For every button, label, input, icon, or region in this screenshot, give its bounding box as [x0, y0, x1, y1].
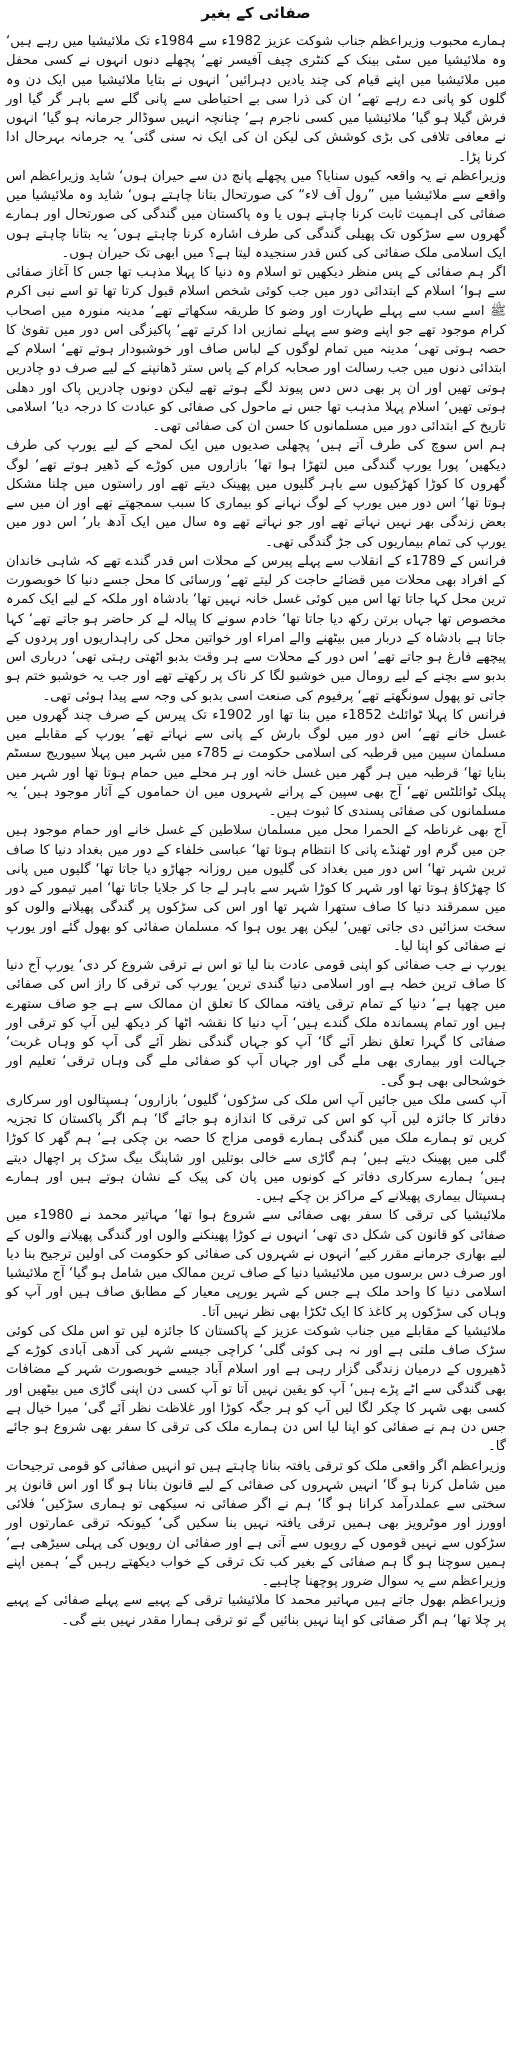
- article-paragraph: ملائیشیا کی ترقی کا سفر بھی صفائی سے شروع ہوا تھا‘ مہاتیر محمد نے 1980ء میں صفائی کو قانون کی شکل دی تھی‘ انہوں نے کوڑا پھینکنے والوں اور گندگی پھیلانے والوں کے لیے بھاری جرمانے مقرر کیے‘ انہوں نے شہروں کی صفائی کو حکومت کی اولین ترجیح بنا دیا اور صرف دس برسوں میں ملائیشیا دنیا کے صاف ترین ممالک میں شامل ہو گیا‘ آج ملائیشیا اسلامی دنیا کا واحد ملک ہے جس کے شہر یورپی معیار کے مطابق صاف ہیں اور آپ کو وہاں کی سڑکوں پر کاغذ کا ایک ٹکڑا بھی نظر نہیں آتا۔: [6, 1208, 506, 1320]
- article-paragraph: ملائیشیا کے مقابلے میں جناب شوکت عزیز کے پاکستان کا جائزہ لیں تو اس ملک کی کوئی سڑک صاف ملتی ہے اور نہ ہی کوئی گلی‘ کراچی جیسے شہر کی آدھی آبادی کوڑے کے ڈھیروں کے درمیان زندگی گزار رہی ہے اور اسلام آباد جیسے خوبصورت شہر کے مضافات بھی گندگی سے اٹے پڑے ہیں‘ آپ کو یقین نہیں آتا تو آپ کسی دن اپنی گاڑی میں بیٹھیں اور کسی بھی شہر کا چکر لگا لیں آپ کو ہر جگہ کوڑا اور غلاظت نظر آئے گی‘ میرا خیال ہے جس دن ہم نے صفائی کو اپنا لیا اس دن ہمارے ملک کی ترقی کا سفر بھی شروع ہو جائے گا۔: [6, 1323, 506, 1455]
- article-headline: صفائی کے بغیر: [201, 4, 311, 22]
- article-paragraph: وزیراعظم نے یہ واقعہ کیوں سنایا؟ میں پچھلے پانچ دن سے حیران ہوں‘ شاید وزیراعظم اس واقعے سے ملائیشیا میں ”رول آف لاء“ کی صورتحال بتانا چاہتے ہوں‘ شاید وہ ملائیشیا میں صفائی کی اہمیت ثابت کرنا چاہتے ہوں یا وہ پاکستان میں گندگی کی صورتحال اور ہمارے گھروں سے سڑکوں تک پھیلی گندگی کی طرف اشارہ کرنا چاہتے ہوں‘ یہ بتانا چاہتے ہوں ایک اسلامی ملک صفائی کی کس قدر سنجیدہ لیتا ہے؟ میں ابھی تک حیران ہوں۔: [6, 168, 506, 261]
- article-paragraph: فرانس کے 1789ء کے انقلاب سے پہلے پیرس کے محلات اس قدر گندے تھے کہ شاہی خاندان کے افراد بھی محلات میں قضائے حاجت کر لیتے تھے‘ ورسائی کا محل جسے دنیا کا خوبصورت ترین محل کہا جاتا تھا اس میں کوئی غسل خانہ نہیں تھا‘ بادشاہ اور ملکہ کے لیے ایک کمرہ مخصوص تھا جہاں برتن رکھ دیا جاتا تھا‘ خادم سونے کا پیالہ لے کر حاضر ہو جاتے تھے‘ کہا جاتا ہے بادشاہ کے دربار میں بیٹھنے والے امراء اور خواتین محل کی راہداریوں اور پردوں کے پیچھے فارغ ہو جاتے تھے‘ اس دور کے محلات سے ہر وقت بدبو اٹھتی رہتی تھی‘ درباری اس بدبو سے بچنے کے لیے رومال میں خوشبو لگا کر ناک پر رکھتے تھے اور جب یہ خوشبو ختم ہو جاتی تو پھول سونگھتے تھے‘ پرفیوم کی صنعت اسی بدبو کی وجہ سے پیدا ہوئی تھی۔: [6, 553, 507, 704]
- article-body: [6, 32, 506, 1630]
- article-paragraph: وزیراعظم اگر واقعی ملک کو ترقی یافتہ بنانا چاہتے ہیں تو انہیں صفائی کو قومی ترجیحات میں شامل کرنا ہو گا‘ انہیں شہروں کی صفائی کے لیے قانون بنانا ہو گا اور اس قانون پر سختی سے عملدرآمد کرانا ہو گا‘ ہم نے اگر صفائی نہ سیکھی تو ہماری سڑکیں‘ فلائی اوورز اور موٹرویز بھی ہمیں ترقی یافتہ نہیں بنا سکیں گی‘ کیونکہ ترقی عمارتوں اور سڑکوں سے نہیں قوموں کے رویوں سے آتی ہے اور صفائی ان رویوں کی پہلی سیڑھی ہے‘ ہمیں سوچنا ہو گا ہم صفائی کے بغیر کب تک ترقی کے خواب دیکھتے رہیں گے‘ ہمیں اپنے وزیراعظم سے یہ سوال ضرور پوچھنا چاہیے۔: [6, 1458, 506, 1589]
- article-paragraph: وزیراعظم بھول جاتے ہیں مہاتیر محمد کا ملائیشیا ترقی کے پہیے سے پہلے صفائی کے پہیے پر چلا تھا‘ ہم اگر صفائی کو اپنا نہیں بنائیں گے تو ترقی ہمارا مقدر نہیں بنے گی۔: [6, 1593, 506, 1628]
- article-paragraph: فرانس کا پہلا ٹوائلٹ 1852ء میں بنا تھا اور 1902ء تک پیرس کے صرف چند گھروں میں غسل خانے تھے‘ اس دور میں لوگ بارش کے پانی سے نہاتے تھے‘ یورپ کے مقابلے میں مسلمان سپین میں قرطبہ کی اسلامی حکومت نے 785ء میں شہر میں پہلا سیوریج سسٹم بنایا تھا‘ قرطبہ میں ہر گھر میں غسل خانہ اور ہر محلے میں حمام ہوتا تھا اور شہر میں پبلک ٹوائلٹس تھے‘ آج بھی سپین کے پرانے شہروں میں ان حماموں کے آثار موجود ہیں‘ یہ مسلمانوں کی صفائی پسندی کا ثبوت ہیں۔: [6, 707, 507, 819]
- article-paragraph: ہم اس سوچ کی طرف آتے ہیں‘ پچھلی صدیوں میں ایک لمحے کے لیے یورپ کی طرف دیکھیں‘ پورا یورپ گندگی میں لتھڑا ہوا تھا‘ بازاروں میں کوڑے کے ڈھیر ہوتے تھے‘ لوگ گھروں کا کوڑا کھڑکیوں سے باہر گلیوں میں پھینک دیتے تھے اور راستوں میں چلنا مشکل ہوتا تھا‘ اس دور میں یورپ کے لوگ نہانے کو بیماری کا سبب سمجھتے تھے اور ان میں سے بعض زندگی بھر نہیں نہاتے تھے اور جو نہاتے تھے وہ سال میں ایک آدھ بار‘ اس دور میں یورپ کی تمام بیماریوں کی جڑ گندگی تھی۔: [6, 438, 506, 550]
- article-paragraph: آپ کسی ملک میں جائیں آپ اس ملک کی سڑکوں‘ گلیوں‘ بازاروں‘ ہسپتالوں اور سرکاری دفاتر کا جائزہ لیں آپ کو اس کی ترقی کا اندازہ ہو جائے گا‘ ہم اگر پاکستان کا تجزیہ کریں تو ہمارے ملک میں گندگی ہمارے قومی مزاج کا حصہ بن چکی ہے‘ ہم گھر کا کوڑا گلی میں پھینک دیتے ہیں‘ ہم گاڑی سے خالی بوتلیں اور شاپنگ بیگ سڑک پر اچھال دیتے ہیں‘ ہمارے سرکاری دفاتر کے کونوں میں پان کی پیک کے نشان ہوتے ہیں اور ہمارے ہسپتال بیماری پھیلانے کے مراکز بن چکے ہیں۔: [6, 1092, 506, 1204]
- article-paragraph: اگر ہم صفائی کے پس منظر دیکھیں تو اسلام وہ دنیا کا پہلا مذہب تھا جس کا آغاز صفائی سے ہوا‘ اسلام کے ابتدائی دور میں جب کوئی شخص اسلام قبول کرتا تھا تو اسے نبی اکرم ﷺ اسے سب سے پہلے طہارت اور وضو کا طریقہ سکھاتے تھے‘ مدینہ منورہ میں اصحاب کرام موجود تھے جو اپنے وضو سے پہلے نمازیں ادا کرتے تھے‘ پاکیزگی اس دور میں تقویٰ کا حصہ ہوتی تھی‘ مدینہ میں تمام لوگوں کے لباس صاف اور خوشبودار ہوتے تھے‘ اسلام کے ابتدائی دنوں میں جب رسالت اور صحابہ کرام کے پاس ستر ڈھانپنے کے لیے صرف دو چادریں ہوتی تھیں اور ان پر بھی دس دس پیوند لگے ہوتے تھے لیکن دونوں چادریں پاک اور دھلی ہوتی تھیں‘ اسلام پہلا مذہب تھا جس نے ماحول کی صفائی کو عبادت کا درجہ دیا‘ اسلامی تاریخ کے ابتدائی دور میں مسلمانوں کا حسن ان کی صفائی تھی۔: [6, 265, 506, 434]
- article-paragraph: آج بھی غرناطہ کے الحمرا محل میں مسلمان سلاطین کے غسل خانے اور حمام موجود ہیں جن میں گرم اور ٹھنڈے پانی کا انتظام ہوتا تھا‘ عباسی خلفاء کے دور میں بغداد دنیا کا صاف ترین شہر تھا‘ اس دور میں بغداد کی گلیوں میں روزانہ جھاڑو دیا جاتا تھا‘ گلیوں میں پانی کا چھڑکاؤ ہوتا تھا اور شہر کا کوڑا شہر سے باہر لے جا کر جلایا جاتا تھا‘ امیر تیمور کے دور میں سمرقند دنیا کا صاف ستھرا شہر تھا اور اس کی سڑکوں پر گندگی پھیلانے والوں کو سخت سزائیں دی جاتی تھیں‘ لیکن پھر یوں ہوا کہ مسلمان صفائی کو بھول گئے اور یورپ نے صفائی کو اپنا لیا۔: [6, 823, 506, 954]
- article-paragraph: یورپ نے جب صفائی کو اپنی قومی عادت بنا لیا تو اس نے ترقی شروع کر دی‘ یورپ آج دنیا کا صاف ترین خطہ ہے اور اسلامی دنیا گندی ترین‘ یورپ کی ترقی کا راز اس کی صفائی میں چھپا ہے‘ دنیا کے تمام ترقی یافتہ ممالک کا تعلق ان ممالک سے ہے جو صاف ستھرے ہیں اور تمام پسماندہ ملک گندے ہیں‘ آپ دنیا کا نقشہ اٹھا کر دیکھ لیں آپ کو ترقی اور صفائی کا گہرا تعلق نظر آئے گا‘ آپ کو جہاں گندگی نظر آئے گی آپ کو وہاں غربت‘ جہالت اور بیماری بھی ملے گی اور جہاں آپ کو صفائی ملے گی وہاں ترقی‘ تعلیم اور خوشحالی بھی ہو گی۔: [6, 958, 506, 1089]
- article-paragraph: ہمارے محبوب وزیراعظم جناب شوکت عزیز 1982ء سے 1984ء تک ملائیشیا میں رہے ہیں‘ وہ ملائیشیا میں سٹی بینک کے کنٹری چیف آفیسر تھے‘ پچھلے دنوں انہوں نے کسی محفل میں ملائیشیا میں اپنے قیام کی چند یادیں دہرائیں‘ انہوں نے بتایا ملائیشیا میں ایک دن وہ گلوں کو پانی دے رہے تھے‘ ان کی ذرا سی بے احتیاطی سے پانی گلے سے باہر گر گیا اور فرش گیلا ہو گیا‘ ملائیشیا میں کسی ناجرم ہے‘ چنانچہ انہیں سوڈالر جرمانہ ہو گیا‘ انہوں نے معافی تلافی کی بڑی کوشش کی لیکن ان کی ایک نہ سنی گئی‘ یہ جرمانہ بہرحال ادا کرنا پڑا۔: [6, 34, 506, 165]
